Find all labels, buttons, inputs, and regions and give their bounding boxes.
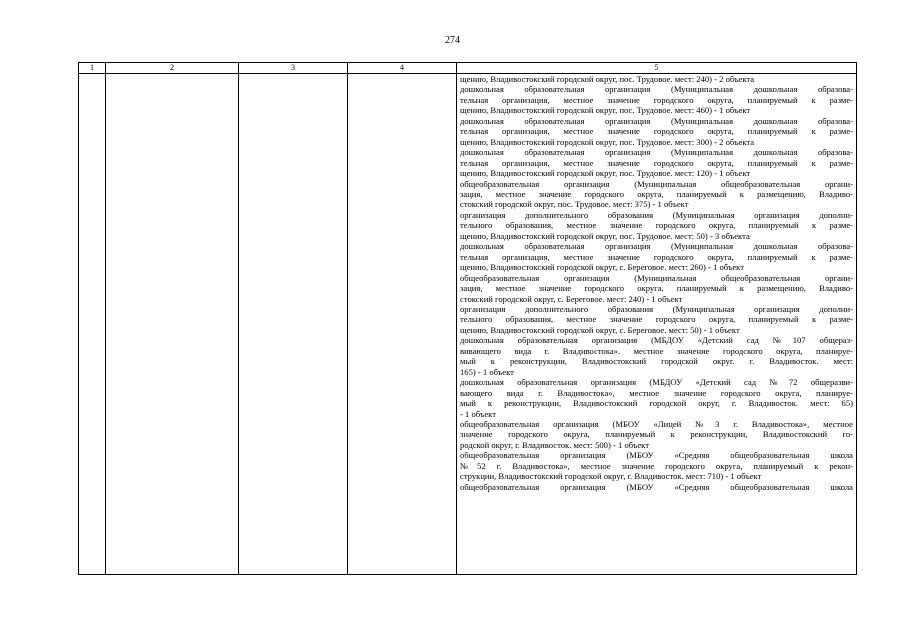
text-line: вивающего вида г. Владивостока». местное значение городского округа, планируе- — [460, 345, 853, 356]
cell-col-1 — [79, 74, 106, 575]
text-line: щению, Владивостокский городской округ, пос. Трудовое. мест: 460) - 1 объект — [460, 105, 751, 116]
text-line: мый к реконструкции, Владивостокский городской округ. г. Владивосток. мест: — [460, 356, 853, 367]
text-line: щению, Владивостокский городской округ, пос. Трудовое. мест: 240) - 2 объекта — [460, 74, 755, 84]
text-line: тельная организация, местное значение городского округа, планируемый к разме- — [460, 94, 853, 105]
page-number: 274 — [445, 35, 460, 46]
text-line: зация, местное значение городского округа, планируемый к размещению, Владиво- — [460, 188, 853, 199]
text-line: дошкольная образовательная организация (Муниципальная дошкольная образова- — [460, 115, 853, 126]
text-line: родской округ, г. Владивосток. мест: 500) - 1 объект — [460, 439, 649, 450]
text-line: №52 г. Владивостока», местное значение городского округа, планируемый к рекон- — [460, 460, 853, 471]
text-line: общеобразовательная организация (Муниципальная общеобразовательная органи- — [460, 272, 853, 283]
text-line: мый к реконструкции, Владивостокский городской округ, г. Владивосток. мест: 65) — [460, 398, 853, 409]
text-line: стокский городской округ, пос. Трудовое. мест: 375) - 1 объект — [460, 199, 689, 210]
column-header-2: 2 — [106, 63, 239, 74]
text-line: щению, Владивостокский городской округ, с. Береговое. мест: 260) - 1 объект — [460, 262, 744, 273]
text-line: - 1 объект — [460, 408, 496, 419]
text-line: тельная организация, местное значение городского округа, планируемый к разме- — [460, 126, 853, 137]
text-line: общеобразовательная организация (Муниципальная общеобразовательная органи- — [460, 178, 853, 189]
text-line: струкции, Владивостокский городской округ, г. Владивосток. мест: 710) - 1 объект — [460, 471, 762, 482]
text-line: значение городского округа, планируемый к реконструкции, Владивостокский го- — [460, 429, 853, 440]
text-line: 165) - 1 объект — [460, 366, 514, 377]
table-header-row — [79, 63, 857, 74]
text-line: тельного образования, местное значение городского округа, планируемый к разме- — [460, 220, 853, 231]
text-line: зация, местное значение городского округа, планируемый к размещению, Владиво- — [460, 283, 853, 294]
column-header-1: 1 — [79, 63, 106, 74]
table-row — [79, 74, 857, 575]
text-line: тельная организация, местное значение городского округа, планируемый к разме- — [460, 157, 853, 168]
data-table — [78, 62, 857, 575]
text-line: дошкольная образовательная организация (Муниципальная дошкольная образова- — [460, 84, 853, 95]
text-line: щению, Владивостокский городской округ, пос. Трудовое. мест: 300) - 2 объекта — [460, 136, 755, 147]
text-line: организация дополнительного образования (Муниципальная организация дополни- — [460, 303, 853, 314]
text-line: дошкольная образовательная организация (Муниципальная дошкольная образова- — [460, 241, 853, 252]
text-line: щению, Владивостокский городской округ, с. Береговое. мест: 50) - 1 объект — [460, 324, 740, 335]
text-line: дошкольная образовательная организация (МБДОУ «Детский сад №72 общеразви- — [460, 377, 853, 388]
text-line: общеобразовательная организация (МБОУ «Лицей №3 г. Владивостока», местное — [460, 418, 853, 429]
column-header-3: 3 — [239, 63, 348, 74]
text-line: организация дополнительного образования (Муниципальная организация дополни- — [460, 209, 853, 220]
cell-col-2 — [106, 74, 239, 575]
text-line: стокский городской округ, с. Береговое. мест: 240) - 1 объект — [460, 293, 683, 304]
text-line: щению, Владивостокский городской округ, пос. Трудовое. мест: 50) - 3 объекта — [460, 230, 750, 241]
cell-col-4 — [348, 74, 457, 575]
text-line: дошкольная образовательная организация (МБДОУ «Детский сад №107 общераз- — [460, 335, 853, 346]
text-line: тельного образования, местное значение городского округа, планируемый к разме- — [460, 314, 853, 325]
cell-col-5-text — [457, 74, 857, 575]
text-line: щению, Владивостокский городской округ, пос. Трудовое. мест: 120) - 1 объект — [460, 168, 751, 179]
text-line: вающего вида г. Владивостока», местное значение городского округа, планируе- — [460, 387, 853, 398]
text-line: дошкольная образовательная организация (Муниципальная дошкольная образова- — [460, 147, 853, 158]
column-header-4: 4 — [348, 63, 457, 74]
cell-col-3 — [239, 74, 348, 575]
text-line: общеобразовательная организация (МБОУ «Средняя общеобразовательная школа — [460, 481, 853, 492]
column-header-5: 5 — [457, 63, 857, 74]
text-line: тельная организация, местное значение городского округа, планируемый к разме- — [460, 251, 853, 262]
text-line: общеобразовательная организация (МБОУ «Средняя общеобразовательная школа — [460, 450, 853, 461]
